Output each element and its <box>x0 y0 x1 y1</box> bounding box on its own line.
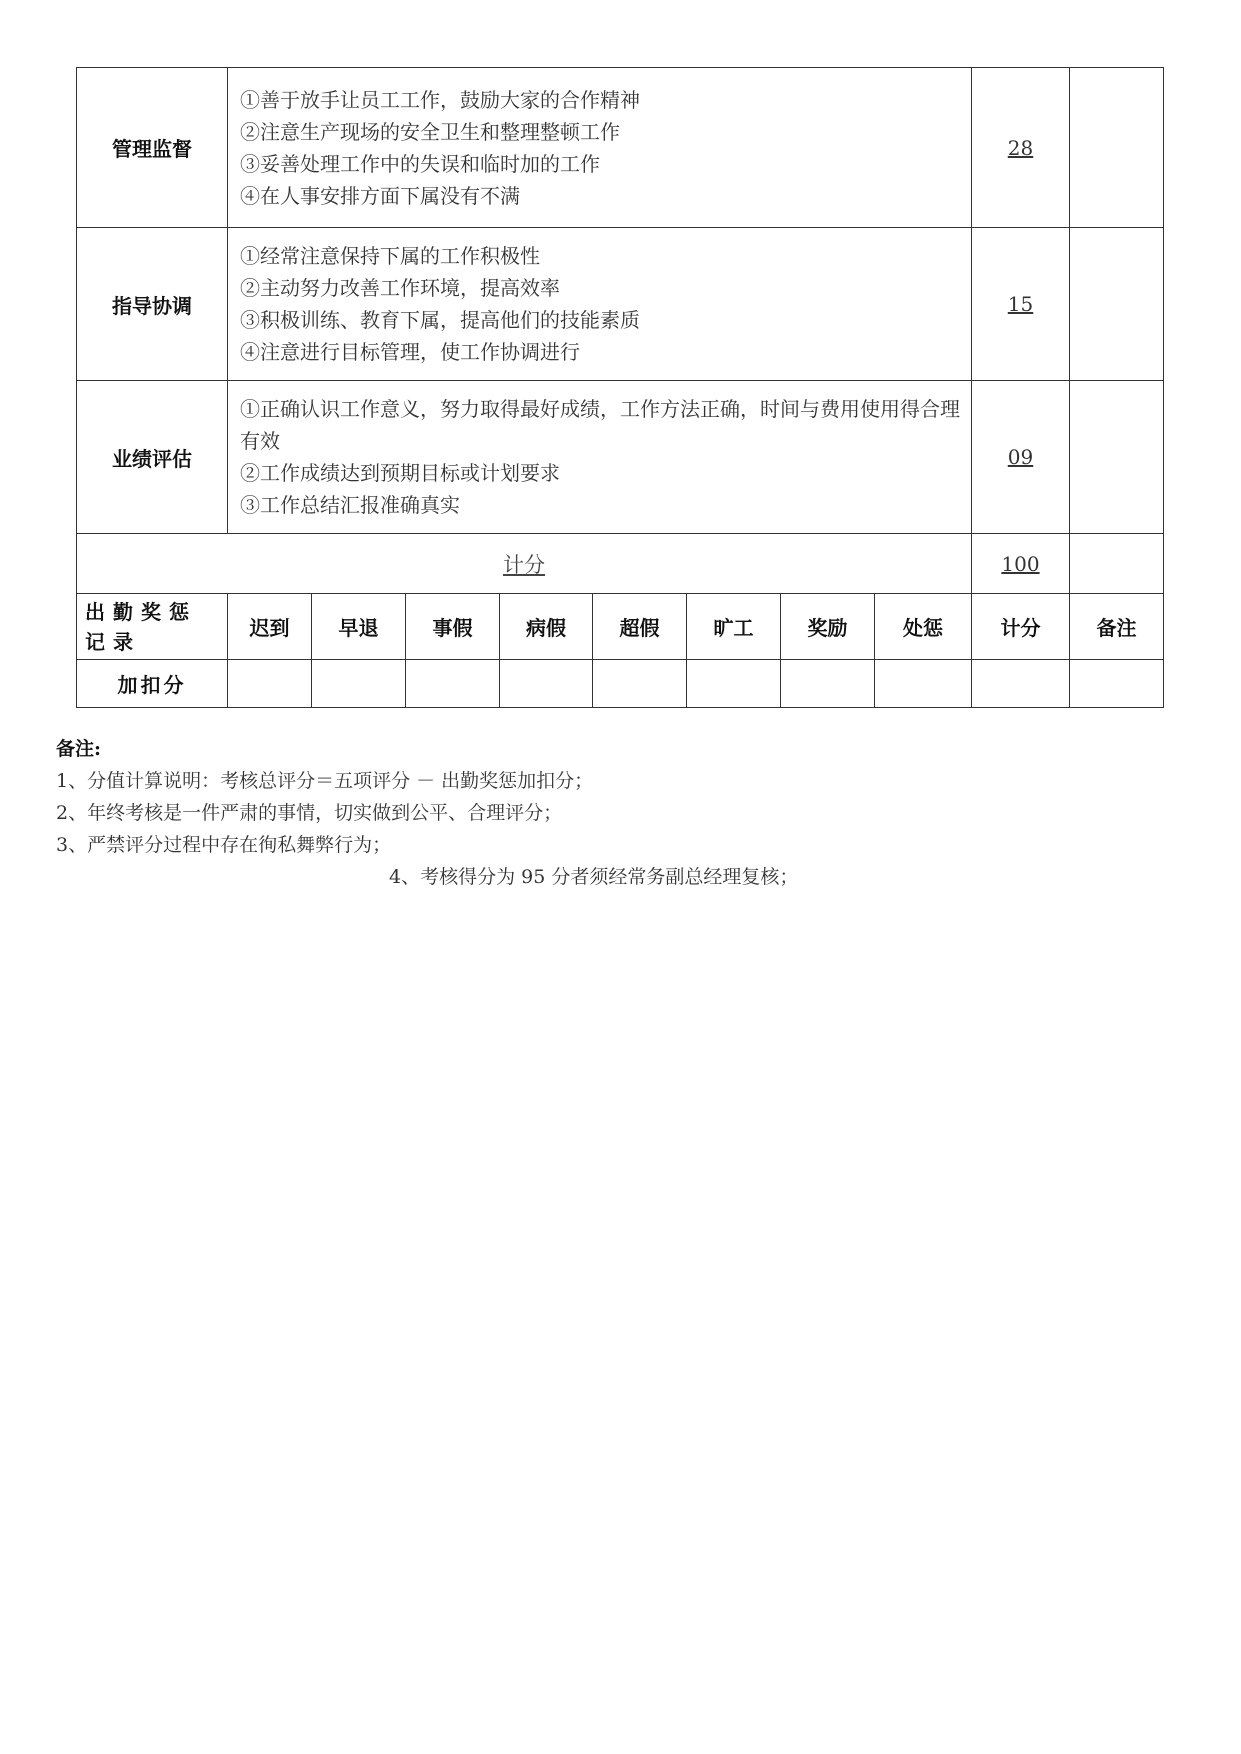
column-header: 奖励 <box>781 594 875 660</box>
total-score: 100 <box>972 534 1070 594</box>
score-cell: 15 <box>972 228 1070 381</box>
data-cell[interactable] <box>406 660 500 708</box>
total-label: 计分 <box>77 534 972 594</box>
total-row <box>77 534 1164 594</box>
data-cell[interactable] <box>687 660 781 708</box>
attendance-header-row <box>77 594 1164 660</box>
criteria-cell <box>228 381 972 534</box>
criterion: ①善于放手让员工工作，鼓励大家的合作精神 <box>240 87 640 112</box>
category-cell: 管理监督 <box>77 68 228 228</box>
category-cell: 业绩评估 <box>77 381 228 534</box>
column-header: 超假 <box>593 594 687 660</box>
criterion: ④在人事安排方面下属没有不满 <box>240 183 520 208</box>
column-header: 事假 <box>406 594 500 660</box>
criterion: ③工作总结汇报准确真实 <box>240 493 460 517</box>
data-cell[interactable] <box>781 660 875 708</box>
data-cell[interactable] <box>312 660 406 708</box>
column-header: 病假 <box>500 594 593 660</box>
column-header: 处惩 <box>875 594 972 660</box>
column-header: 早退 <box>312 594 406 660</box>
data-cell[interactable] <box>972 660 1070 708</box>
note-item: 4、考核得分为 95 分者须经常务副总经理复核； <box>389 866 799 888</box>
category-cell: 指导协调 <box>77 228 228 381</box>
column-header: 旷工 <box>687 594 781 660</box>
data-cell[interactable] <box>593 660 687 708</box>
note-item: 1、分值计算说明：考核总评分＝五项评分 － 出勤奖惩加扣分； <box>56 770 594 792</box>
note-item: 3、严禁评分过程中存在徇私舞弊行为； <box>56 834 392 856</box>
notes-title: 备注: <box>56 738 102 760</box>
score-cell: 28 <box>972 68 1070 228</box>
criteria-cell <box>228 228 972 381</box>
data-cell[interactable] <box>500 660 593 708</box>
score-cell: 09 <box>972 381 1070 534</box>
data-cell[interactable] <box>1070 660 1164 708</box>
attendance-data-row <box>77 660 1164 708</box>
criterion: ①正确认识工作意义，努力取得最好成绩，工作方法正确，时间与费用使用得合理有效 <box>240 397 960 453</box>
attendance-header-label: 出勤奖惩记录 <box>77 594 228 660</box>
column-header: 计分 <box>972 594 1070 660</box>
remark-cell <box>1070 68 1164 228</box>
criterion: ③积极训练、教育下属，提高他们的技能素质 <box>240 308 640 332</box>
evaluation-table <box>76 67 1164 708</box>
note-item: 2、年终考核是一件严肃的事情，切实做到公平、合理评分； <box>56 802 563 824</box>
section-row-management <box>77 68 1164 228</box>
column-header: 备注 <box>1070 594 1164 660</box>
criterion: ③妥善处理工作中的失误和临时加的工作 <box>240 151 600 176</box>
criterion: ②主动努力改善工作环境，提高效率 <box>240 276 560 300</box>
remark-cell <box>1070 228 1164 381</box>
criteria-cell <box>228 68 972 228</box>
row-label: 加扣分 <box>77 660 228 708</box>
section-row-coordination <box>77 228 1164 381</box>
criterion: ②工作成绩达到预期目标或计划要求 <box>240 461 560 485</box>
notes-section <box>56 733 1186 893</box>
data-cell[interactable] <box>875 660 972 708</box>
criterion: ④注意进行目标管理，使工作协调进行 <box>240 340 580 364</box>
criterion: ①经常注意保持下属的工作积极性 <box>240 244 540 268</box>
criterion: ②注意生产现场的安全卫生和整理整顿工作 <box>240 119 620 144</box>
remark-cell <box>1070 381 1164 534</box>
data-cell[interactable] <box>228 660 312 708</box>
column-header: 迟到 <box>228 594 312 660</box>
remark-cell <box>1070 534 1164 594</box>
section-row-performance <box>77 381 1164 534</box>
